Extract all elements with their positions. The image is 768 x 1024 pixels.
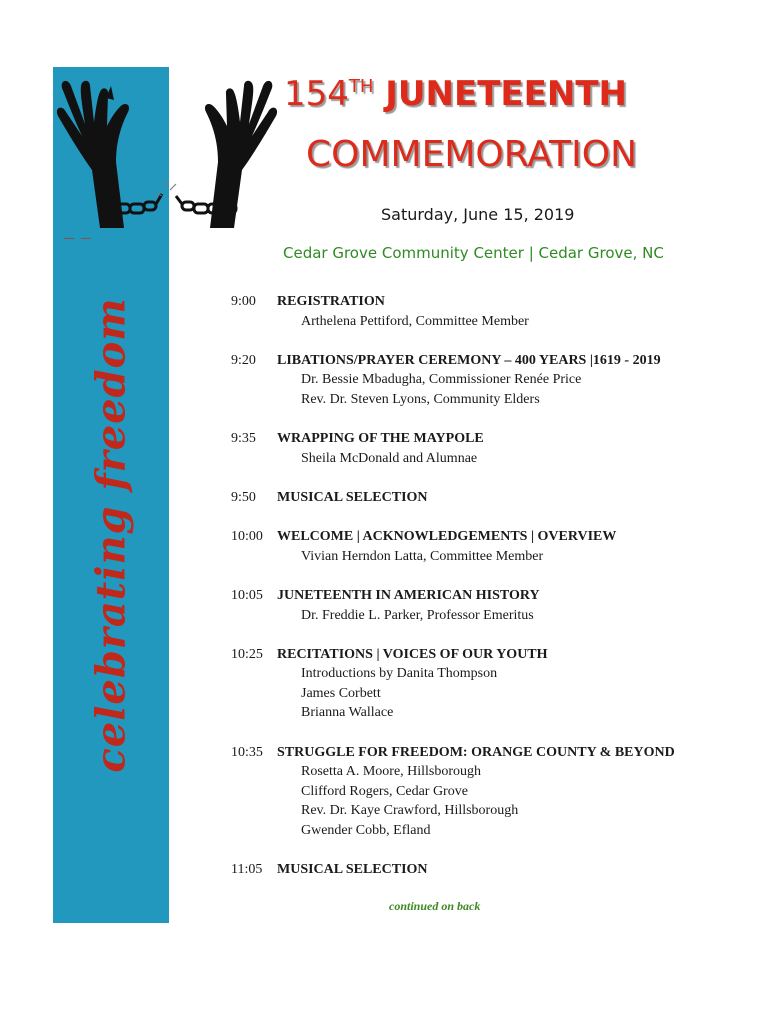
event-subtitle: COMMEMORATION [306, 134, 637, 175]
schedule-row [231, 645, 701, 665]
sidebar-tagline: celebrating freedom [87, 297, 135, 773]
schedule-detail: Sheila McDonald and Alumnae [301, 450, 478, 466]
schedule-title: LIBATIONS/PRAYER CEREMONY – 400 YEARS |1619 - 2019 [277, 352, 661, 368]
schedule-detail: Rev. Dr. Kaye Crawford, Hillsborough [301, 803, 519, 819]
schedule-detail: Arthelena Pettiford, Committee Member [301, 313, 529, 329]
schedule-row [231, 527, 701, 547]
schedule-time: 9:20 [231, 352, 256, 368]
schedule-row [231, 429, 701, 449]
schedule-item [231, 488, 701, 508]
event-venue: Cedar Grove Community Center | Cedar Grove, NC [283, 244, 664, 262]
schedule-item [231, 429, 701, 468]
schedule-detail: James Corbett [301, 685, 381, 701]
schedule-title: WRAPPING OF THE MAYPOLE [277, 431, 484, 447]
schedule-detail: Brianna Wallace [301, 705, 394, 721]
schedule-title: REGISTRATION [277, 294, 385, 309]
schedule-item [231, 645, 701, 723]
schedule-detail: Introductions by Danita Thompson [301, 666, 498, 682]
schedule-title: JUNETEENTH IN AMERICAN HISTORY [277, 587, 540, 603]
schedule-time: 10:35 [231, 744, 263, 760]
schedule-row [231, 586, 701, 606]
schedule-time: 10:05 [231, 587, 263, 603]
schedule-detail: Rosetta A. Moore, Hillsborough [301, 764, 482, 780]
schedule-item [231, 860, 701, 880]
schedule-time: 11:05 [231, 862, 263, 878]
schedule-detail: Dr. Freddie L. Parker, Professor Emeritus [301, 607, 534, 623]
edition-suffix: TH [348, 76, 374, 97]
schedule-time: 10:25 [231, 646, 263, 662]
schedule-time: 9:50 [231, 489, 256, 505]
schedule-title: MUSICAL SELECTION [277, 862, 428, 878]
schedule-item [231, 527, 701, 566]
schedule-title: WELCOME | ACKNOWLEDGEMENTS | OVERVIEW [277, 529, 617, 545]
schedule-time: 9:00 [231, 294, 256, 309]
schedule-detail: Clifford Rogers, Cedar Grove [301, 783, 468, 799]
schedule-detail: Vivian Herndon Latta, Committee Member [301, 548, 544, 564]
schedule-item [231, 351, 701, 410]
program-schedule [231, 292, 701, 899]
event-title [284, 74, 627, 114]
schedule-time: 10:00 [231, 529, 263, 545]
schedule-item [231, 292, 701, 331]
schedule-row [231, 351, 701, 371]
schedule-row [231, 743, 701, 763]
juneteenth-word: JUNETEENTH [385, 74, 627, 114]
schedule-title: STRUGGLE FOR FREEDOM: ORANGE COUNTY & BEYOND [277, 744, 675, 760]
event-date: Saturday, June 15, 2019 [381, 205, 575, 224]
edition-number: 154 [284, 74, 349, 114]
schedule-item [231, 743, 701, 841]
schedule-detail: Gwender Cobb, Efland [301, 823, 431, 839]
schedule-detail: Rev. Dr. Steven Lyons, Community Elders [301, 391, 540, 407]
sidebar-dashes: — — [64, 233, 93, 244]
schedule-detail: Dr. Bessie Mbadugha, Commissioner Renée Price [301, 372, 582, 388]
schedule-row [231, 292, 701, 312]
broken-chain-hands-icon [52, 78, 282, 238]
schedule-title: MUSICAL SELECTION [277, 489, 428, 505]
continued-note: continued on back [389, 899, 481, 913]
schedule-row [231, 860, 701, 880]
schedule-row [231, 488, 701, 508]
schedule-title: RECITATIONS | VOICES OF OUR YOUTH [277, 646, 548, 662]
schedule-time: 9:35 [231, 431, 256, 447]
schedule-item [231, 586, 701, 625]
